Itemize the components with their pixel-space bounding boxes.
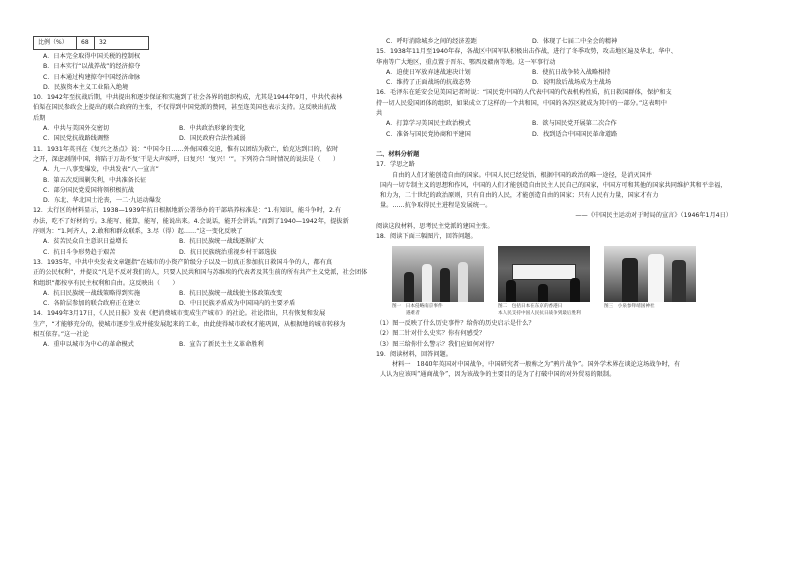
question-text: 后期 [33, 114, 46, 122]
option-c: C．维持了正面战场的抗战态势 [386, 79, 471, 87]
quote-text: 自由的人们才能创造自由的国家。中国人民已经觉悟，根据中国的政治的唯一途径，是消灭国并 [392, 171, 652, 179]
option-row [33, 237, 381, 247]
question-label: 18．阅读下面三幅图片，回答问题。 [376, 232, 477, 240]
question-text: 之开，深虑剥削中国，将陷于万劫不复‘干是大声疾呼，曰复兴！’复兴！’”。下列符合当时情况的说法是（ ） [33, 155, 340, 163]
figure-3 [604, 246, 700, 317]
option-a: A．九一八事变爆发，中共发表“八一宣言” [43, 166, 159, 174]
question-19 [376, 350, 738, 381]
option-row [33, 340, 381, 350]
figure-caption: 图一 日本侵略南京事件 遇难者 [392, 304, 443, 316]
table-cell-value: 32 [95, 37, 149, 50]
option-b: B．抗日民族统一战线使主体政策改变 [179, 289, 283, 297]
option-c: C．国民党抗战路线调整 [43, 135, 110, 143]
question-15 [376, 47, 738, 88]
question-18 [376, 232, 738, 350]
quote-source: ——《中国民主运动对于时局的宣言》（1946年1月4日） [575, 212, 732, 220]
question-14 [33, 309, 381, 350]
option-b: B．使抗日战争转入战略相持 [532, 68, 611, 76]
question-10 [33, 93, 381, 144]
figure-caption: 图三 小泉参拜靖国神社 [604, 304, 655, 310]
question-text: 持一切人民爱国团体的组织，如果成立了这样的一个共和国，中国的各苏区就成为其中的一部分。”这表明中 [376, 99, 667, 107]
photo-image [392, 246, 484, 302]
option-d: D．国民政府合法性减弱 [179, 135, 246, 143]
question-task: 阅读这段材料，思考民主党派的建国主张。 [376, 222, 494, 230]
option-row [376, 68, 738, 78]
option-b: B．欲与国民党开展第二次合作 [532, 120, 617, 128]
option-d: D．民族资本主义工业陷入绝境 [43, 83, 129, 91]
photo-image [498, 246, 590, 302]
option-c: C．日本通过构建掠夺中国经济命脉 [43, 73, 141, 81]
option-d: D．抗日民族统治重视乡村干部选拔 [179, 248, 277, 256]
table-row [34, 37, 149, 50]
question-text: 办法，吃不了好材的亏。3.能写、能算，能写，能说出来。4.会说话，能开会讲话。”而到了1940—1942年，提拔新 [33, 217, 349, 225]
question-text: 华南等广大地区，重点置于晋东、鄂西及赣南等地。这一军事行动 [376, 58, 556, 66]
question-text: 正的公民权利”，并提议“凡是不反对我们的人，只要人民共和国与苏维埃的代表者及其生前的所有共产主义党派，社会团体 [33, 269, 368, 277]
question-text: 10．1942年至抗战后期，中共提出和逐步保证和实施到了社会各界的组织构成，尤其是1944年9月，中共代表林 [33, 94, 343, 102]
question-label: 17．学思之路 [376, 161, 415, 169]
question-text: 15．1938年11月至1940年春，各战区中国军队积极出击作战，进行了冬季攻势，攻击地区遍及华北、华中、 [376, 48, 677, 56]
question-text: 14．1949年3月17日，《人民日报》发表《把消费城市变成生产城市》的社论。社论指出，只有恢复和发展 [33, 310, 326, 318]
option-row [33, 124, 381, 134]
question-text: 11．1931年英刊在《复兴之基点》说：“中国今日……外侮国难交迫，惟有以团结为救亡，始克达到目的，依时 [33, 145, 339, 153]
question-label: 19．阅读材料，回答问题。 [376, 350, 452, 358]
question-text: 共 [376, 110, 383, 118]
option-d: D．说明敌后战场成为主战场 [532, 79, 612, 87]
question-text: 13．1935年，中共中央发表文章题指“在城市的小资产阶级分子以及一切真正参加抗日救国斗争的人，都有真 [33, 258, 333, 266]
option-a: A．迫使日军放弃速战速决计划 [386, 68, 471, 76]
option-row [33, 299, 381, 309]
option-b: B．抗日民族统一战线逐渐扩大 [179, 238, 264, 246]
question-text: 相互依存。”这一社论 [33, 331, 89, 339]
question-text: 16．毛泽东在延安会见美国记者时说：“国民党中国的人代表中国的代表机构性质，抗日救国群体，保护和支 [376, 89, 672, 97]
option-d: D．找到适合中国国民革命道路 [532, 130, 618, 138]
table-cell-label: 比例（%） [34, 37, 77, 50]
option-b: B．宣告了新民主主义革命胜利 [179, 341, 264, 349]
quote-text: 国内一切专制主义的思想和作风，中国的人们才能创造自由民主人民自己的国家，中国方可和其他的国家共同维护其和平幸福， [380, 181, 727, 189]
option-row [33, 248, 381, 258]
question-12 [33, 206, 381, 257]
table-cell-value: 68 [77, 37, 95, 50]
option-c: C．准备与国民党协商和平建国 [386, 130, 471, 138]
option-row [33, 134, 381, 144]
option-row [376, 37, 738, 47]
question-text: 12．太行区的材料显示，1938—1939年抗日根据地新公署举办的干部培养标准是：“1.有知识，能斗争时，2.有 [33, 207, 342, 215]
question-11 [33, 145, 381, 207]
option-row [376, 78, 738, 88]
ratio-table [33, 36, 149, 50]
question-17 [376, 160, 738, 232]
quote-text: 和力为，二十世纪的政治原则，只有自由的人民，才能创造自由的国家；只有人民有力量，国家才有力 [380, 191, 659, 199]
question-text: 伯渠在国民参政会上提出的联合政府的主张，不仅得到中国党派的赞同，甚至连美国也表示支持。这反映出抗战 [33, 104, 337, 112]
sub-question: （1）图一反映了什么历史事件？给你的历史启示是什么？ [376, 320, 535, 328]
figure-caption: 图二 包括日本在东京的香港日 本人民支持中国人民抗日战争到最后胜利 [498, 304, 581, 316]
option-row [33, 289, 381, 299]
left-column [33, 36, 381, 351]
photo-row [392, 246, 738, 317]
option-c: C．抗日斗争形势趋于艰苦 [43, 248, 116, 256]
option-a: A．打算学习美国民主政治模式 [386, 120, 471, 128]
quote-text: 量。……抗争取得民主进程是发展统一。 [380, 202, 492, 210]
photo-image [604, 246, 696, 302]
material-text: 人认为应该叫“通商战争”，因为该战争的主要目的是为了打破中国的对外贸易的限制。 [380, 371, 616, 379]
material-text: 材料一 1840年英国对中国战争，中国研究者一般称之为“鸦片战争”。国外学术界在谈论这场战争时，有 [392, 361, 681, 369]
option-c: C．部分国民党爱国将领积极抗战 [43, 186, 134, 194]
option-a: A．日本完全取得中国关税的控制权 [43, 53, 141, 60]
option-a: A．贫苦民众自主意识日益增长 [43, 238, 128, 246]
option-d: D．体现了七届二中全会的精神 [532, 38, 618, 45]
option-a: A．抗日民族统一战线策略得到实施 [43, 289, 141, 297]
question-16 [376, 88, 738, 139]
option-c: C．各阶层参加的联合政府正在建立 [43, 300, 141, 308]
option-b: B．中共政治形象的变化 [179, 125, 246, 133]
option-b: B．日本实行“以战养战”的经济掠夺 [43, 63, 141, 71]
figure-1 [392, 246, 488, 317]
option-a: A．重申以城市为中心的革命模式 [43, 341, 134, 349]
option-row [376, 130, 738, 140]
question-13 [33, 258, 381, 309]
question-text: 生产，“才能够充分的，使城市逐步生成并能发展起来的工业，由此使得城市政权才能巩固，从根据地的城市转移为 [33, 320, 346, 328]
option-d: D．中日民族矛盾成为中国国内的主要矛盾 [179, 300, 296, 308]
option-b: B．第五次反围剿失利，中共准备长征 [43, 176, 147, 184]
option-a: A．中共与美国外交密切 [43, 125, 110, 133]
question-text: 和组织”都按享有民主权利和自由。这反映出（ ） [33, 279, 179, 287]
sub-question: （3）图三给你什么警示？我们应如何对待？ [376, 340, 498, 348]
option-d: D．东北、华北国土沦丧，一二·九运动爆发 [43, 197, 162, 205]
sub-question: （2）图二针对什么史实？你有何感受？ [376, 330, 486, 338]
question-text: 序则为：“1.阿齐人，2.敢和和群众联系，3.尽（得）起……”这一变化反映了 [33, 228, 243, 236]
option-row [376, 119, 738, 129]
option-c: C．呼吁消除城乡之间的经济差距 [386, 38, 477, 45]
section-heading: 二、材料分析题 [376, 150, 420, 158]
right-column [376, 37, 738, 381]
figure-2 [498, 246, 594, 317]
